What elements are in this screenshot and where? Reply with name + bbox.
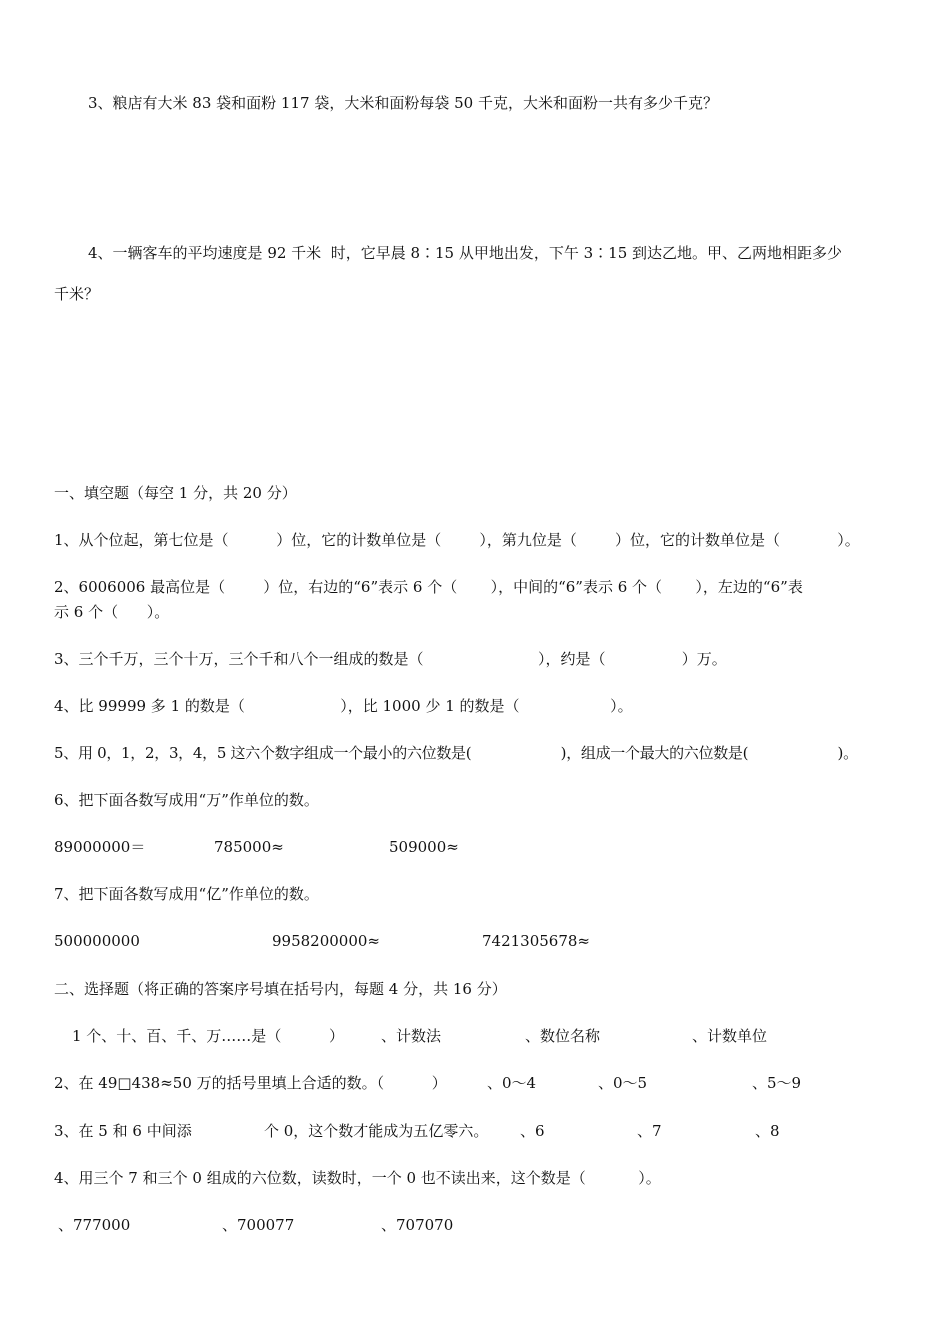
choice-stem-tail: 个 0，这个数才能成为五亿零六。 <box>264 1122 489 1140</box>
choice-option: 、777000 <box>58 1216 131 1234</box>
q6-item: 89000000＝ <box>54 838 146 856</box>
choice-question-4: 4、用三个 7 和三个 0 组成的六位数，读数时，一个 0 也不读出来，这个数是（ ）。 <box>54 1169 661 1187</box>
choice-stem: 2、在 49□438≈50 万的括号里填上合适的数。（ ） <box>54 1074 447 1092</box>
q7-item: 7421305678≈ <box>482 932 591 950</box>
choice-option: 、6 <box>520 1122 545 1140</box>
choice-option: 、数位名称 <box>525 1027 601 1045</box>
choice-stem: 3、在 5 和 6 中间添 <box>54 1122 192 1140</box>
choice-option: 、0～4 <box>487 1074 537 1092</box>
choice-option: 、计数单位 <box>692 1027 768 1045</box>
word-problem-4-line1: 4、一辆客车的平均速度是 92 千米 时，它早晨 8∶15 从甲地出发，下午 3∶15 到达乙地。甲、乙两地相距多少 <box>88 244 843 262</box>
choice-option: 、计数法 <box>381 1027 442 1045</box>
fill-question-5: 5、用 0，1，2，3，4，5 这六个数字组成一个最小的六位数是( )，组成一个最大的六位数是( )。 <box>54 744 858 762</box>
section1-heading: 一、填空题（每空 1 分，共 20 分） <box>54 484 297 502</box>
fill-question-4: 4、比 99999 多 1 的数是（ ），比 1000 少 1 的数是（ ）。 <box>54 697 633 715</box>
q7-item: 9958200000≈ <box>272 932 381 950</box>
q7-item: 500000000 <box>54 932 140 950</box>
section2-heading: 二、选择题（将正确的答案序号填在括号内，每题 4 分，共 16 分） <box>54 980 507 998</box>
fill-question-7: 7、把下面各数写成用“亿”作单位的数。 <box>54 885 319 903</box>
choice-option: 、8 <box>755 1122 780 1140</box>
choice-option: 、700077 <box>222 1216 295 1234</box>
choice-option: 、7 <box>637 1122 662 1140</box>
choice-option: 、0～5 <box>598 1074 648 1092</box>
fill-question-1: 1、从个位起，第七位是（ ）位，它的计数单位是（ ），第九位是（ ）位，它的计数单位是（ ）。 <box>54 531 860 549</box>
q6-item: 509000≈ <box>389 838 459 856</box>
choice-option: 、707070 <box>381 1216 454 1234</box>
word-problem-4-line2: 千米？ <box>54 285 100 303</box>
choice-stem: 1 个、十、百、千、万……是（ ） <box>72 1027 344 1045</box>
q6-item: 785000≈ <box>214 838 284 856</box>
fill-question-2-line2: 示 6 个（ ）。 <box>54 603 170 621</box>
fill-question-3: 3、三个千万，三个十万，三个千和八个一组成的数是（ ），约是（ ）万。 <box>54 650 727 668</box>
fill-question-6: 6、把下面各数写成用“万”作单位的数。 <box>54 791 319 809</box>
fill-question-2-line1: 2、6006006 最高位是（ ）位，右边的“6”表示 6 个（ ），中间的“6”表示 6 个（ ），左边的“6”表 <box>54 578 803 596</box>
choice-option: 、5～9 <box>752 1074 802 1092</box>
word-problem-3: 3、粮店有大米 83 袋和面粉 117 袋，大米和面粉每袋 50 千克，大米和面粉一共有多少千克？ <box>88 94 718 112</box>
